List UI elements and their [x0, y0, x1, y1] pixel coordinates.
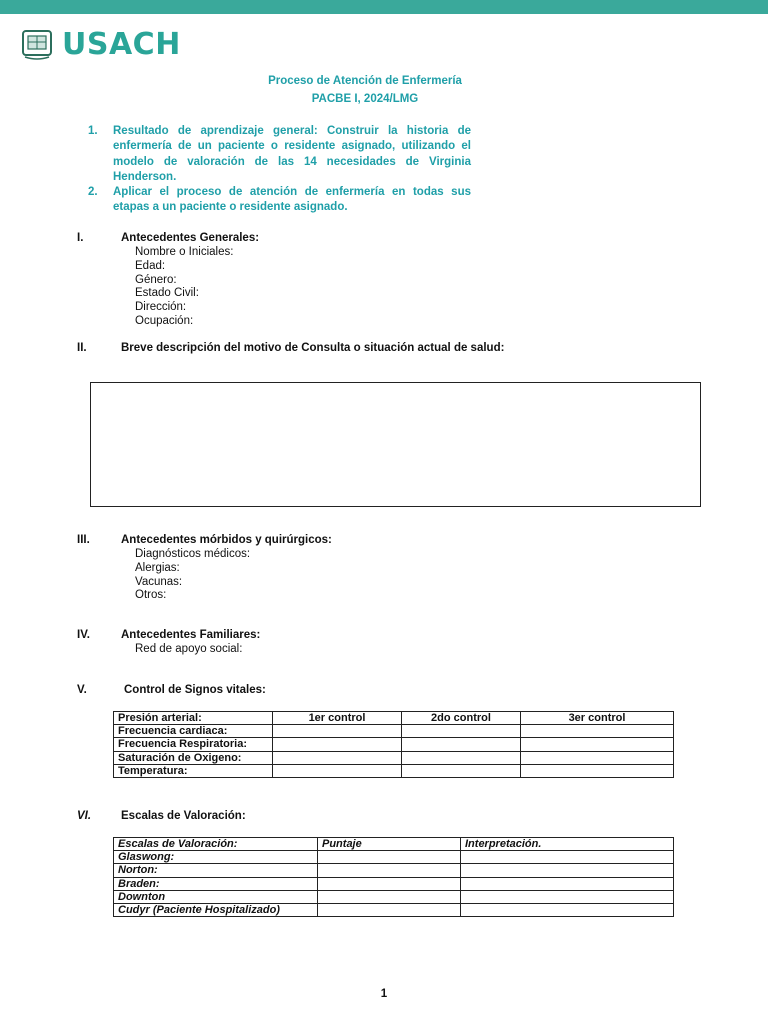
- vital-signs-table: [113, 711, 674, 778]
- header-accent-bar: [0, 0, 768, 14]
- table-row: [114, 725, 674, 738]
- objective-number: 1.: [88, 125, 98, 137]
- table-cell[interactable]: [318, 877, 461, 890]
- table-row: [114, 738, 674, 751]
- section-title: Antecedentes Generales:: [121, 232, 260, 244]
- table-cell[interactable]: [273, 751, 402, 764]
- row-label: Norton:: [114, 864, 318, 877]
- table-header-cell: Interpretación.: [461, 838, 674, 851]
- table-row: [114, 764, 674, 777]
- table-cell[interactable]: [461, 903, 674, 916]
- field-label: Vacunas:: [135, 575, 183, 588]
- table-header-cell: Puntaje: [318, 838, 461, 851]
- objective-item: [88, 124, 471, 185]
- university-crest-icon: [20, 27, 54, 61]
- field-label: Red de apoyo social:: [135, 643, 243, 655]
- table-cell[interactable]: [273, 764, 402, 777]
- field-label: Diagnósticos médicos:: [135, 548, 251, 560]
- document-title: Proceso de Atención de Enfermería: [268, 75, 462, 87]
- description-textbox[interactable]: [90, 382, 701, 507]
- table-row: [114, 890, 674, 903]
- section-numeral: I.: [77, 232, 84, 244]
- field-label: Edad:: [135, 259, 166, 272]
- section-numeral: III.: [77, 534, 90, 546]
- row-label: Frecuencia Respiratoria:: [114, 738, 273, 751]
- table-cell[interactable]: [318, 903, 461, 916]
- table-cell[interactable]: [402, 725, 521, 738]
- field-list: [135, 548, 250, 603]
- field-list: [135, 246, 233, 329]
- section-title: Control de Signos vitales:: [124, 684, 266, 696]
- table-header-cell: 3er control: [521, 712, 674, 725]
- table-row: [114, 877, 674, 890]
- document-subtitle: PACBE I, 2024/LMG: [311, 93, 419, 105]
- table-cell[interactable]: [521, 751, 674, 764]
- table-header-cell: 2do control: [402, 712, 521, 725]
- table-header-row: [114, 838, 674, 851]
- field-label: Otros:: [135, 589, 167, 602]
- table-cell[interactable]: [521, 764, 674, 777]
- section-numeral: II.: [77, 342, 87, 354]
- table-row: [114, 864, 674, 877]
- row-label: Temperatura:: [114, 764, 273, 777]
- field-label: Estado Civil:: [135, 287, 199, 300]
- logo: [20, 26, 181, 62]
- table-cell[interactable]: [273, 725, 402, 738]
- table-cell[interactable]: [461, 851, 674, 864]
- table-row: [114, 851, 674, 864]
- page-number: 1: [380, 988, 388, 1000]
- table-cell[interactable]: [318, 890, 461, 903]
- table-row: [114, 751, 674, 764]
- table-cell[interactable]: [521, 738, 674, 751]
- assessment-scales-table: [113, 837, 674, 917]
- section-title: Escalas de Valoración:: [121, 810, 246, 822]
- objective-number: 2.: [88, 186, 98, 198]
- objective-text: Aplicar el proceso de atención de enfermería en todas sus etapas a un paciente o residente asignado.: [113, 186, 471, 214]
- table-cell[interactable]: [318, 851, 461, 864]
- section-numeral: VI.: [77, 810, 92, 822]
- table-cell[interactable]: [402, 738, 521, 751]
- objective-item: [88, 185, 471, 216]
- table-header-cell: Presión arterial:: [114, 712, 273, 725]
- field-label: Nombre o Iniciales:: [135, 246, 234, 258]
- row-label: Glaswong:: [114, 851, 318, 864]
- field-label: Género:: [135, 273, 177, 286]
- section-title: Antecedentes mórbidos y quirúrgicos:: [121, 534, 332, 546]
- logo-text: USACH: [62, 26, 181, 62]
- table-cell[interactable]: [402, 751, 521, 764]
- table-cell[interactable]: [461, 864, 674, 877]
- field-list: [135, 643, 242, 657]
- field-label: Alergias:: [135, 561, 180, 574]
- table-cell[interactable]: [318, 864, 461, 877]
- objective-text: Resultado de aprendizaje general: Construir la historia de enfermería de un paciente o residente asignado, utilizando el modelo de valoración de las 14 necesidades de Virginia Henderson.: [113, 125, 471, 183]
- table-header-row: [114, 712, 674, 725]
- row-label: Frecuencia cardiaca:: [114, 725, 273, 738]
- row-label: Downton: [114, 890, 318, 903]
- table-row: [114, 903, 674, 916]
- row-label: Cudyr (Paciente Hospitalizado): [114, 903, 318, 916]
- row-label: Saturación de Oxigeno:: [114, 751, 273, 764]
- table-header-cell: 1er control: [273, 712, 402, 725]
- table-cell[interactable]: [402, 764, 521, 777]
- section-numeral: V.: [77, 684, 87, 696]
- table-cell[interactable]: [273, 738, 402, 751]
- section-title: Antecedentes Familiares:: [121, 629, 261, 641]
- section-title: Breve descripción del motivo de Consulta o situación actual de salud:: [121, 342, 505, 354]
- table-cell[interactable]: [461, 890, 674, 903]
- table-cell[interactable]: [461, 877, 674, 890]
- field-label: Ocupación:: [135, 314, 194, 327]
- table-cell[interactable]: [521, 725, 674, 738]
- section-numeral: IV.: [77, 629, 91, 641]
- field-label: Dirección:: [135, 301, 187, 314]
- table-header-cell: Escalas de Valoración:: [114, 838, 318, 851]
- row-label: Braden:: [114, 877, 318, 890]
